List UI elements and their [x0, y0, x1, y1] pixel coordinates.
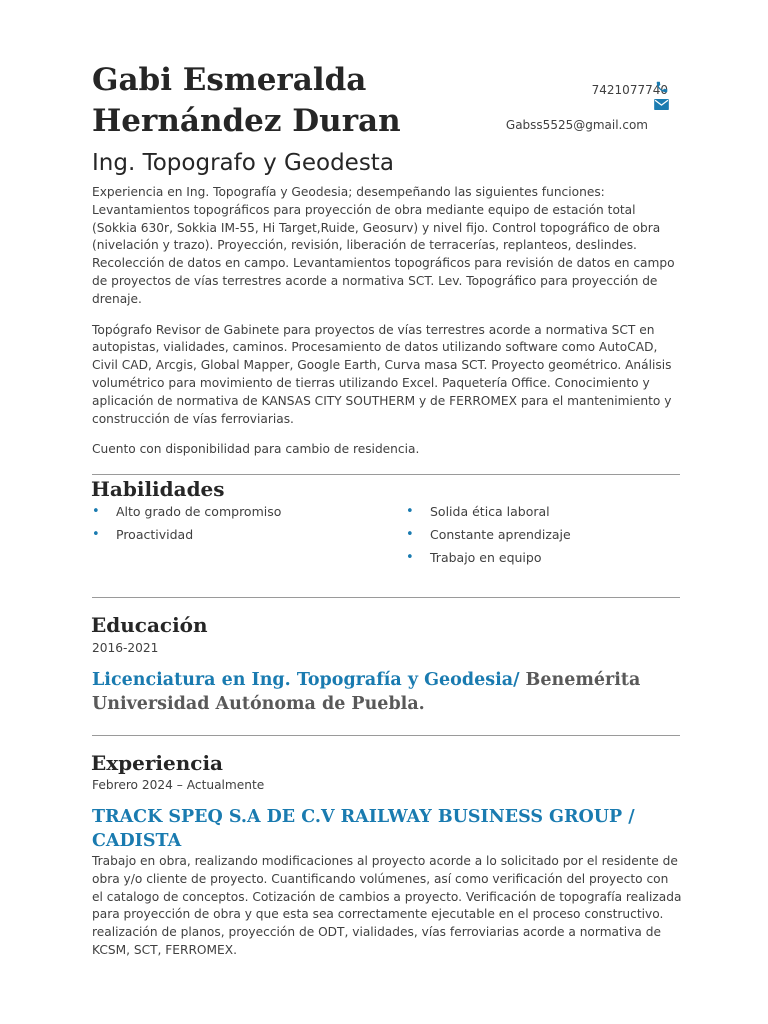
skill-item: • Alto grado de compromiso	[92, 503, 281, 526]
company-name: TRACK SPEQ S.A DE C.V RAILWAY BUSINESS GROUP / CADISTA	[92, 807, 635, 851]
experience-date: Febrero 2024 – Actualmente	[92, 778, 265, 792]
professional-title: Ing. Topografo y Geodesta	[92, 150, 394, 176]
education-heading: Educación	[91, 613, 208, 637]
experience-description: Trabajo en obra, realizando modificaciones al proyecto acorde a lo solicitado por el residente de obra y/o cliente de proyecto. Cuantificando volúmenes, así como verificación del proyecto con el catalogo de conceptos. Cotización de cambios a proyecto. Verificación de topografía realizada para proyección de obra y que esta sea correctamente ejecutable en el proceso constructivo. realización de planos, proyección de ODT, vialidades, vías ferroviarias acorde a normativa de KCSM, SCT, FERROMEX.	[92, 854, 682, 957]
summary-paragraph: Cuento con disponibilidad para cambio de residencia.	[92, 442, 420, 457]
skills-heading: Habilidades	[91, 477, 225, 501]
skill-item: • Constante aprendizaje	[406, 526, 571, 549]
section-divider	[92, 474, 680, 475]
skill-item: • Solida ética laboral	[406, 503, 571, 526]
email-icon	[654, 99, 669, 110]
section-divider	[92, 735, 680, 736]
skills-column-right	[406, 503, 571, 572]
contact-icons	[654, 80, 670, 110]
summary-paragraph: Experiencia en Ing. Topografía y Geodesia; desempeñando las siguientes funciones: Levantamientos topográficos para proyección de obra mediante equipo de estación total (Sokkia 630r, Sokkia IM-55, Hi Target,Ruide, Geosurv) y nivel fijo. Control topográfico de obra (nivelación y trazo). Proyección, revisión, liberación de terracerías, replanteos, deslindes. Recolección de datos en campo. Levantamientos topográficos para revisión de datos en campo de proyectos de vías terrestres acorde a normativa SCT. Lev. Topográfico para proyección de drenaje.	[92, 185, 675, 306]
contact-info	[448, 80, 668, 132]
phone-number: 7421077740	[591, 83, 668, 97]
summary-paragraph: Topógrafo Revisor de Gabinete para proyectos de vías terrestres acorde a normativa SCT en autopistas, vialidades, caminos. Procesamiento de datos utilizando software como AutoCAD, Civil CAD, Arcgis, Global Mapper, Google Earth, Curva masa SCT. Proyecto geométrico. Análisis volumétrico para movimiento de tierras utilizando Excel. Paquetería Office. Conocimiento y aplicación de normativa de KANSAS CITY SOUTHERM y de FERROMEX para el mantenimiento y construcción de vías ferroviarias.	[92, 322, 672, 426]
skill-item: • Proactividad	[92, 526, 281, 549]
email-address[interactable]: Gabss5525@gmail.com	[505, 118, 648, 132]
skill-item: • Trabajo en equipo	[406, 549, 571, 572]
phone-icon	[655, 80, 669, 94]
education-entry	[92, 668, 682, 716]
experience-heading: Experiencia	[91, 751, 224, 775]
name-line-1: Gabi Esmeralda	[92, 62, 367, 98]
degree-name: Licenciatura en Ing. Topografía y Geodesia/	[92, 670, 520, 690]
education-date: 2016-2021	[92, 641, 159, 655]
section-divider	[92, 597, 680, 598]
skills-column-left	[92, 503, 281, 549]
profile-summary	[92, 184, 682, 472]
name-line-2: Hernández Duran	[92, 103, 401, 139]
school-name: Benemérita Universidad Autónoma de Puebla.	[92, 670, 641, 714]
